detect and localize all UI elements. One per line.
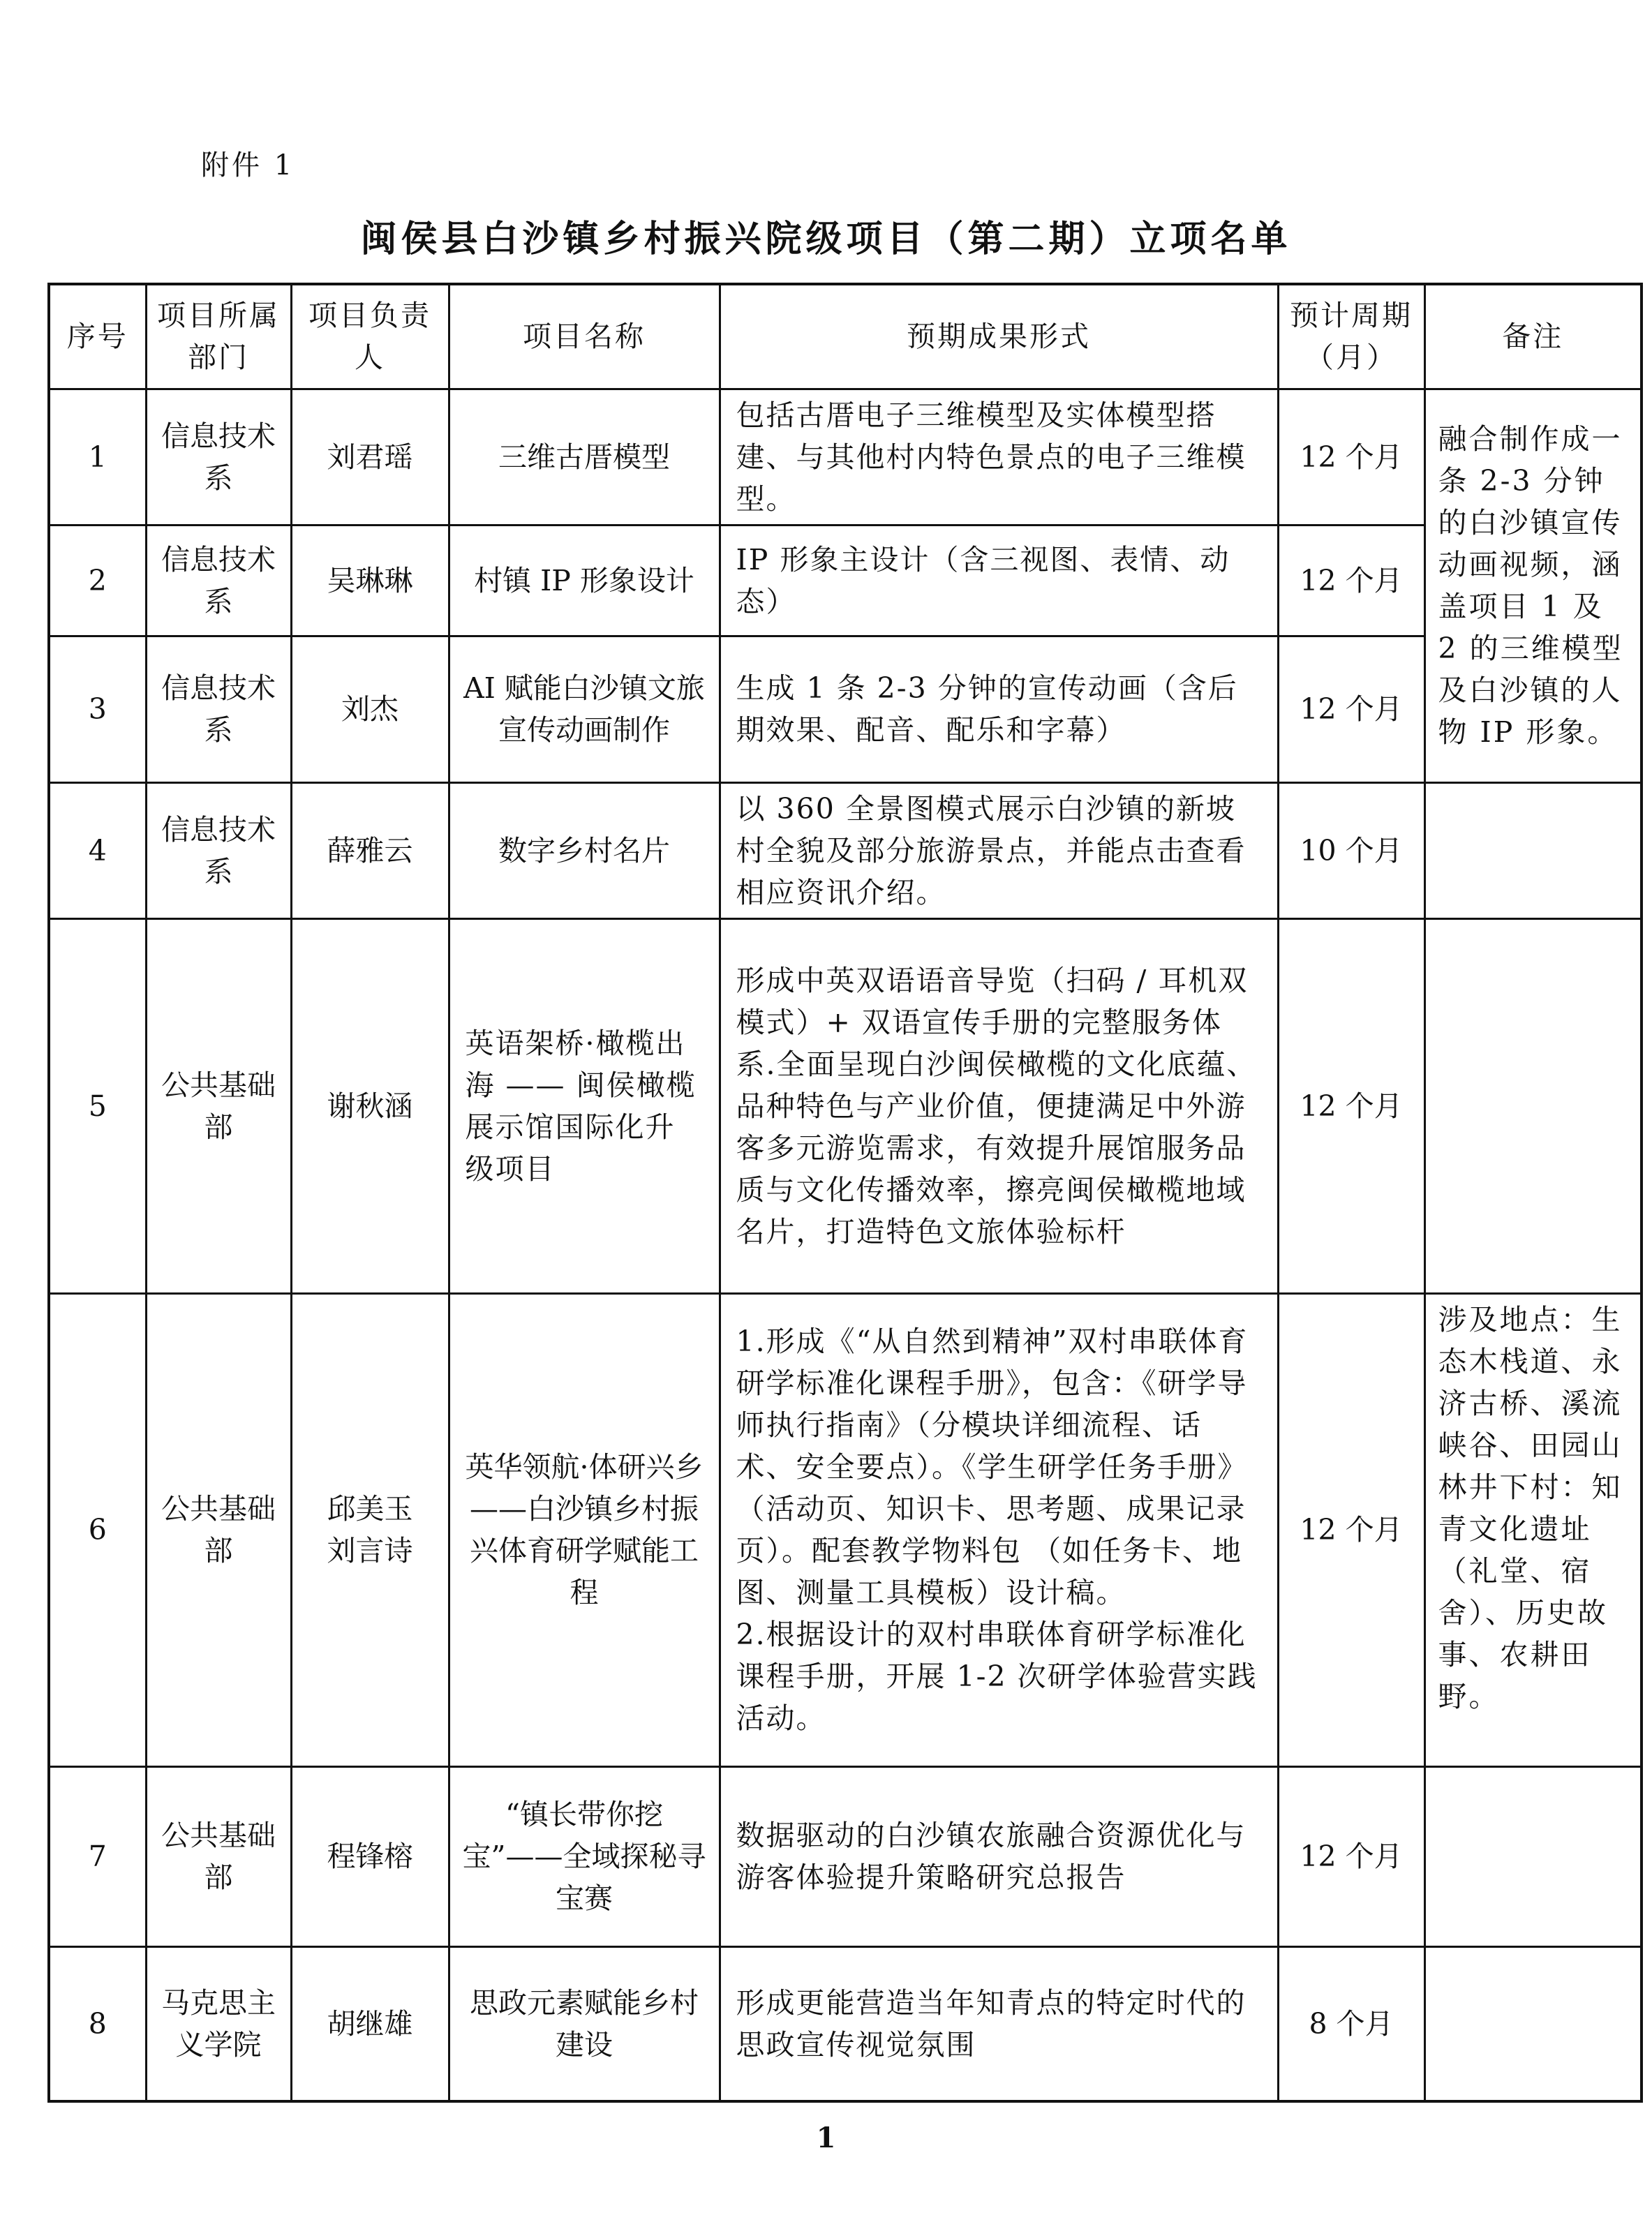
cell-dept: 公共基础部 <box>146 918 291 1293</box>
leader-1: 邱美玉 <box>327 1492 413 1526</box>
table-header-row <box>49 284 1642 389</box>
page-number: 1 <box>816 2122 836 2154</box>
cell-seq: 5 <box>49 918 146 1293</box>
cell-remark <box>1424 1766 1642 1946</box>
cell-period: 12 个月 <box>1278 636 1424 782</box>
cell-seq: 2 <box>49 525 146 636</box>
cell-remark-merged: 融合制作成一条 2-3 分钟的白沙镇宣传动画视频，涵盖项目 1 及 2 的三维模型及白沙镇的人物 IP 形象。 <box>1424 389 1642 782</box>
cell-dept: 马克思主义学院 <box>146 1946 291 2101</box>
cell-outcome: IP 形象主设计（含三视图、表情、动态） <box>720 525 1278 636</box>
cell-leader: 胡继雄 <box>291 1946 449 2101</box>
table-row <box>49 1766 1642 1946</box>
table-row <box>49 525 1642 636</box>
cell-outcome: 包括古厝电子三维模型及实体模型搭建、与其他村内特色景点的电子三维模型。 <box>720 389 1278 525</box>
cell-dept: 信息技术系 <box>146 636 291 782</box>
outcome-part-2: 2.根据设计的双村串联体育研学标准化课程手册，开展 1-2 次研学体验营实践活动。 <box>736 1618 1258 1735</box>
cell-dept: 信息技术系 <box>146 525 291 636</box>
cell-dept: 公共基础部 <box>146 1293 291 1766</box>
cell-outcome: 生成 1 条 2-3 分钟的宣传动画（含后期效果、配音、配乐和字幕） <box>720 636 1278 782</box>
cell-leader: 薛雅云 <box>291 782 449 918</box>
attachment-label: 附件 1 <box>201 149 295 181</box>
cell-outcome <box>720 1293 1278 1766</box>
cell-name: AI 赋能白沙镇文旅宣传动画制作 <box>449 636 720 782</box>
cell-remark: 涉及地点：生态木栈道、永济古桥、溪流峡谷、田园山林井下村：知青文化遗址（礼堂、宿舍）、历史故事、农耕田野。 <box>1424 1293 1642 1766</box>
cell-name: 三维古厝模型 <box>449 389 720 525</box>
cell-period: 12 个月 <box>1278 389 1424 525</box>
header-dept: 项目所属部门 <box>146 284 291 389</box>
cell-leader <box>291 1293 449 1766</box>
cell-dept: 信息技术系 <box>146 782 291 918</box>
cell-seq: 6 <box>49 1293 146 1766</box>
cell-name: 村镇 IP 形象设计 <box>449 525 720 636</box>
cell-period: 12 个月 <box>1278 525 1424 636</box>
header-outcome: 预期成果形式 <box>720 284 1278 389</box>
cell-remark <box>1424 782 1642 918</box>
cell-seq: 3 <box>49 636 146 782</box>
header-leader: 项目负责人 <box>291 284 449 389</box>
table-row <box>49 1946 1642 2101</box>
cell-outcome: 以 360 全景图模式展示白沙镇的新坡村全貌及部分旅游景点，并能点击查看相应资讯介绍。 <box>720 782 1278 918</box>
cell-leader: 程锋榕 <box>291 1766 449 1946</box>
cell-name: 思政元素赋能乡村建设 <box>449 1946 720 2101</box>
cell-seq: 7 <box>49 1766 146 1946</box>
cell-dept: 信息技术系 <box>146 389 291 525</box>
header-name: 项目名称 <box>449 284 720 389</box>
cell-outcome: 数据驱动的白沙镇农旅融合资源优化与游客体验提升策略研究总报告 <box>720 1766 1278 1946</box>
cell-leader: 刘杰 <box>291 636 449 782</box>
cell-leader: 吴琳琳 <box>291 525 449 636</box>
document-title: 闽侯县白沙镇乡村振兴院级项目（第二期）立项名单 <box>360 218 1292 260</box>
header-period: 预计周期（月） <box>1278 284 1424 389</box>
cell-dept: 公共基础部 <box>146 1766 291 1946</box>
table-row <box>49 918 1642 1293</box>
leader-2: 刘言诗 <box>327 1534 413 1567</box>
cell-outcome: 形成更能营造当年知青点的特定时代的思政宣传视觉氛围 <box>720 1946 1278 2101</box>
cell-remark <box>1424 918 1642 1293</box>
cell-name: “镇长带你挖宝”——全域探秘寻宝赛 <box>449 1766 720 1946</box>
cell-remark <box>1424 1946 1642 2101</box>
table-row <box>49 782 1642 918</box>
header-seq: 序号 <box>49 284 146 389</box>
cell-period: 12 个月 <box>1278 1293 1424 1766</box>
cell-leader: 谢秋涵 <box>291 918 449 1293</box>
cell-seq: 4 <box>49 782 146 918</box>
table-row <box>49 389 1642 525</box>
cell-seq: 1 <box>49 389 146 525</box>
cell-name: 英语架桥·橄榄出海 —— 闽侯橄榄展示馆国际化升级项目 <box>449 918 720 1293</box>
cell-period: 12 个月 <box>1278 918 1424 1293</box>
outcome-part-1: 1.形成《“从自然到精神”双村串联体育研学标准化课程手册》，包含：《研学导师执行指南》（分模块详细流程、话术、安全要点）。《学生研学任务手册》（活动页、知识卡、思考题、成果记录页）。配套教学物料包 （如任务卡、地图、测量工具模板）设计稿。 <box>736 1325 1249 1609</box>
cell-period: 10 个月 <box>1278 782 1424 918</box>
cell-period: 8 个月 <box>1278 1946 1424 2101</box>
table-row <box>49 636 1642 782</box>
cell-leader: 刘君瑶 <box>291 389 449 525</box>
cell-period: 12 个月 <box>1278 1766 1424 1946</box>
project-list-table <box>47 283 1643 2103</box>
cell-name: 英华领航·体研兴乡——白沙镇乡村振兴体育研学赋能工程 <box>449 1293 720 1766</box>
cell-outcome: 形成中英双语语音导览（扫码 / 耳机双模式）+ 双语宣传手册的完整服务体系.全面呈现白沙闽侯橄榄的文化底蕴、品种特色与产业价值，便捷满足中外游客多元游览需求，有效提升展馆服务品质与文化传播效率，擦亮闽侯橄榄地域名片，打造特色文旅体验标杆 <box>720 918 1278 1293</box>
header-remark: 备注 <box>1424 284 1642 389</box>
cell-name: 数字乡村名片 <box>449 782 720 918</box>
cell-seq: 8 <box>49 1946 146 2101</box>
table-row <box>49 1293 1642 1766</box>
